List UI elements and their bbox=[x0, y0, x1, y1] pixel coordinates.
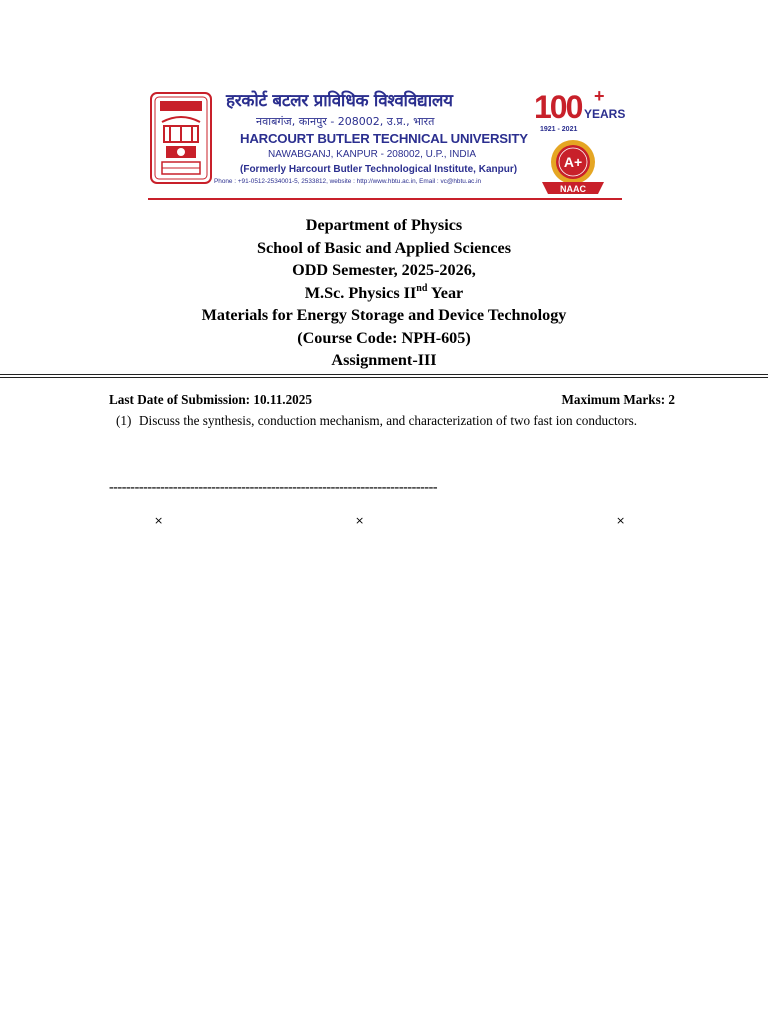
university-details bbox=[214, 88, 528, 187]
university-name-english: HARCOURT BUTLER TECHNICAL UNIVERSITY bbox=[240, 131, 528, 146]
cross-mark: × bbox=[154, 514, 164, 527]
submission-date: Last Date of Submission: 10.11.2025 bbox=[109, 392, 312, 407]
letterhead-divider bbox=[148, 198, 622, 200]
question-item bbox=[116, 411, 676, 430]
assignment-heading bbox=[0, 214, 768, 372]
programme-title bbox=[0, 282, 768, 305]
semester-title: ODD Semester, 2025-2026, bbox=[292, 261, 476, 279]
assignment-title: Assignment-III bbox=[331, 351, 437, 369]
centenary-years: YEARS bbox=[584, 107, 626, 121]
naac-badge-icon bbox=[538, 138, 608, 196]
letterhead bbox=[148, 86, 626, 202]
centenary-plus: + bbox=[594, 86, 605, 106]
university-name-hindi: हरकोर्ट बटलर प्राविधिक विश्वविद्यालय bbox=[226, 91, 453, 111]
former-name: (Formerly Harcourt Butler Technological Institute, Kanpur) bbox=[240, 164, 518, 175]
course-title: Materials for Energy Storage and Device Technology bbox=[201, 306, 567, 324]
university-seal-icon bbox=[150, 92, 212, 184]
school-title: School of Basic and Applied Sciences bbox=[256, 238, 512, 257]
naac-label: NAAC bbox=[560, 184, 586, 194]
programme-superscript: nd bbox=[416, 282, 428, 294]
centenary-number: 100 bbox=[534, 89, 582, 125]
programme-prefix: M.Sc. Physics II bbox=[304, 283, 417, 302]
naac-grade: A+ bbox=[563, 154, 583, 170]
university-address-english: NAWABGANJ, KANPUR - 208002, U.P., INDIA bbox=[268, 149, 477, 160]
question-number: (1) bbox=[116, 413, 132, 428]
centenary-logo-icon bbox=[534, 86, 626, 134]
department-title: Department of Physics bbox=[305, 216, 463, 234]
maximum-marks: Maximum Marks: 2 bbox=[561, 392, 675, 407]
university-address-hindi: नवाबगंज, कानपुर - 208002, उ.प्र., भारत bbox=[256, 115, 435, 128]
cross-mark: × bbox=[616, 514, 626, 527]
heading-divider-bottom bbox=[0, 377, 768, 378]
course-code: (Course Code: NPH-605) bbox=[297, 328, 471, 347]
centenary-range: 1921 - 2021 bbox=[540, 126, 578, 133]
programme-suffix: Year bbox=[427, 283, 464, 302]
cross-mark: × bbox=[355, 514, 365, 527]
question-text: Discuss the synthesis, conduction mechanism, and characterization of two fast ion conductors. bbox=[139, 413, 638, 428]
contact-line: Phone : +91-0512-2534001-5, 2533812, website : http://www.hbtu.ac.in, Email : vc@hbtu.ac.in bbox=[214, 178, 482, 185]
heading-divider-top bbox=[0, 374, 768, 375]
dashed-separator: ----------------------------------------------------------------------------- bbox=[109, 480, 438, 495]
